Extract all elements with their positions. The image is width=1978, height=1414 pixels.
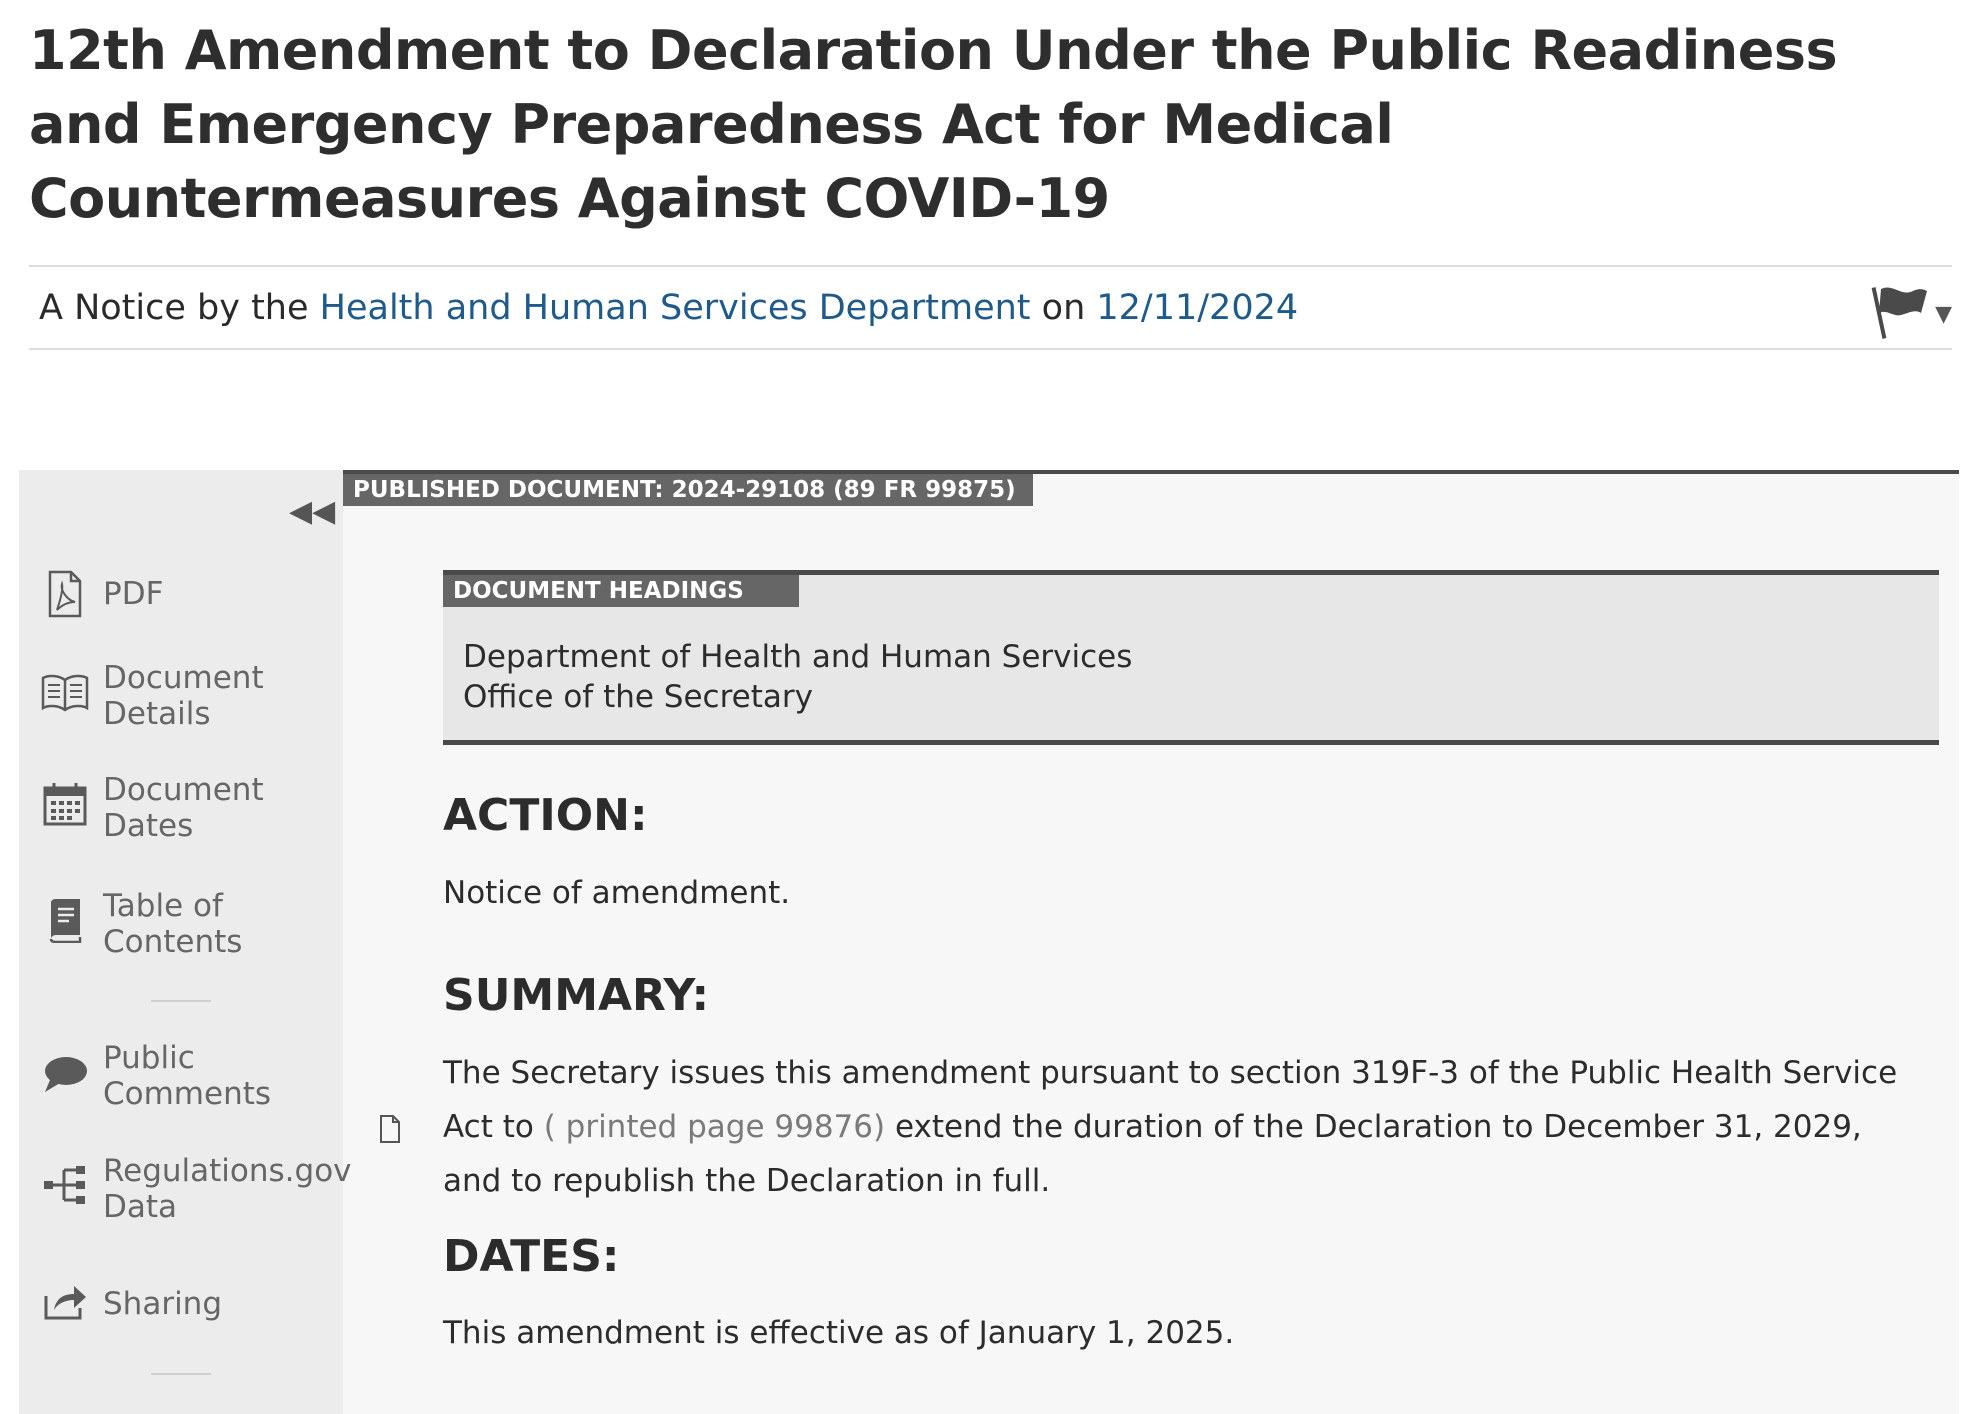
- summary-text-start: The Secretary issues this amendment pursuant to section 319F-3 of the Public Health Service Act to: [443, 1055, 1898, 1145]
- sidebar-item-label: Public Comments: [103, 1040, 272, 1112]
- dates-text: This amendment is effective as of January 1, 2025.: [443, 1315, 1235, 1351]
- sub-agency-heading: Office of the Secretary: [463, 679, 813, 715]
- calendar-icon: [39, 778, 91, 830]
- flag-icon: [1871, 283, 1931, 341]
- share-icon: [39, 1276, 91, 1328]
- sidebar-item-label: Document Dates: [103, 772, 264, 844]
- document-sidebar: [19, 470, 352, 1414]
- sidebar-item-label: Document Details: [103, 660, 264, 732]
- byline-middle: on: [1030, 287, 1097, 328]
- pdf-icon: [39, 568, 91, 620]
- sidebar-item-document-dates[interactable]: [39, 772, 273, 844]
- document-headings-label: DOCUMENT HEADINGS: [443, 575, 799, 607]
- open-book-icon: [39, 666, 91, 718]
- sidebar-item-public-comments[interactable]: [39, 1040, 273, 1112]
- speech-bubble-icon: [39, 1048, 91, 1100]
- printed-page-link[interactable]: ( printed page 99876): [543, 1109, 886, 1145]
- sidebar-item-document-details[interactable]: [39, 660, 273, 732]
- sidebar-item-pdf[interactable]: [39, 568, 163, 620]
- book-icon: [39, 894, 91, 946]
- document-frame: [19, 470, 1959, 1414]
- agency-link[interactable]: Health and Human Services Department: [319, 287, 1031, 328]
- document-headings-text: [463, 637, 1132, 717]
- publication-date-link[interactable]: 12/11/2024: [1096, 287, 1299, 328]
- sidebar-item-regulations-gov-data[interactable]: [39, 1153, 353, 1225]
- agency-heading: Department of Health and Human Services: [463, 639, 1133, 675]
- byline: [29, 265, 1952, 350]
- sidebar-divider: [151, 1000, 211, 1002]
- chevron-down-icon: ▼: [1935, 301, 1952, 327]
- document-title: 12th Amendment to Declaration Under the Public Readiness and Emergency Preparedness Act for Medical Countermeasures Against COVID-19: [29, 19, 1838, 230]
- summary-text: [443, 1046, 1923, 1208]
- sidebar-item-label: PDF: [103, 576, 164, 612]
- dates-heading: DATES:: [443, 1231, 620, 1282]
- sidebar-item-sharing[interactable]: [39, 1276, 222, 1328]
- sidebar-item-label: Regulations.gov Data: [103, 1153, 352, 1225]
- sidebar-item-table-of-contents[interactable]: [39, 888, 253, 960]
- page-marker-icon[interactable]: [379, 1114, 401, 1144]
- document-headings-box: [443, 570, 1939, 745]
- summary-heading: SUMMARY:: [443, 970, 710, 1021]
- sidebar-divider: [151, 1373, 211, 1375]
- published-document-banner: PUBLISHED DOCUMENT: 2024-29108 (89 FR 99875): [343, 474, 1033, 506]
- sidebar-item-label: Table of Contents: [103, 888, 243, 960]
- action-text: Notice of amendment.: [443, 875, 791, 911]
- data-tree-icon: [39, 1159, 91, 1211]
- byline-prefix: A Notice by the: [39, 287, 320, 328]
- flag-menu-button[interactable]: [1871, 283, 1952, 341]
- document-content: [343, 470, 1959, 1414]
- summary-text-end: extend the duration of the Declaration to December 31, 2029, and to republish the Declaration in full.: [443, 1109, 1862, 1199]
- action-heading: ACTION:: [443, 790, 648, 841]
- sidebar-item-label: Sharing: [103, 1286, 223, 1322]
- collapse-sidebar-icon[interactable]: ◀◀: [289, 495, 336, 528]
